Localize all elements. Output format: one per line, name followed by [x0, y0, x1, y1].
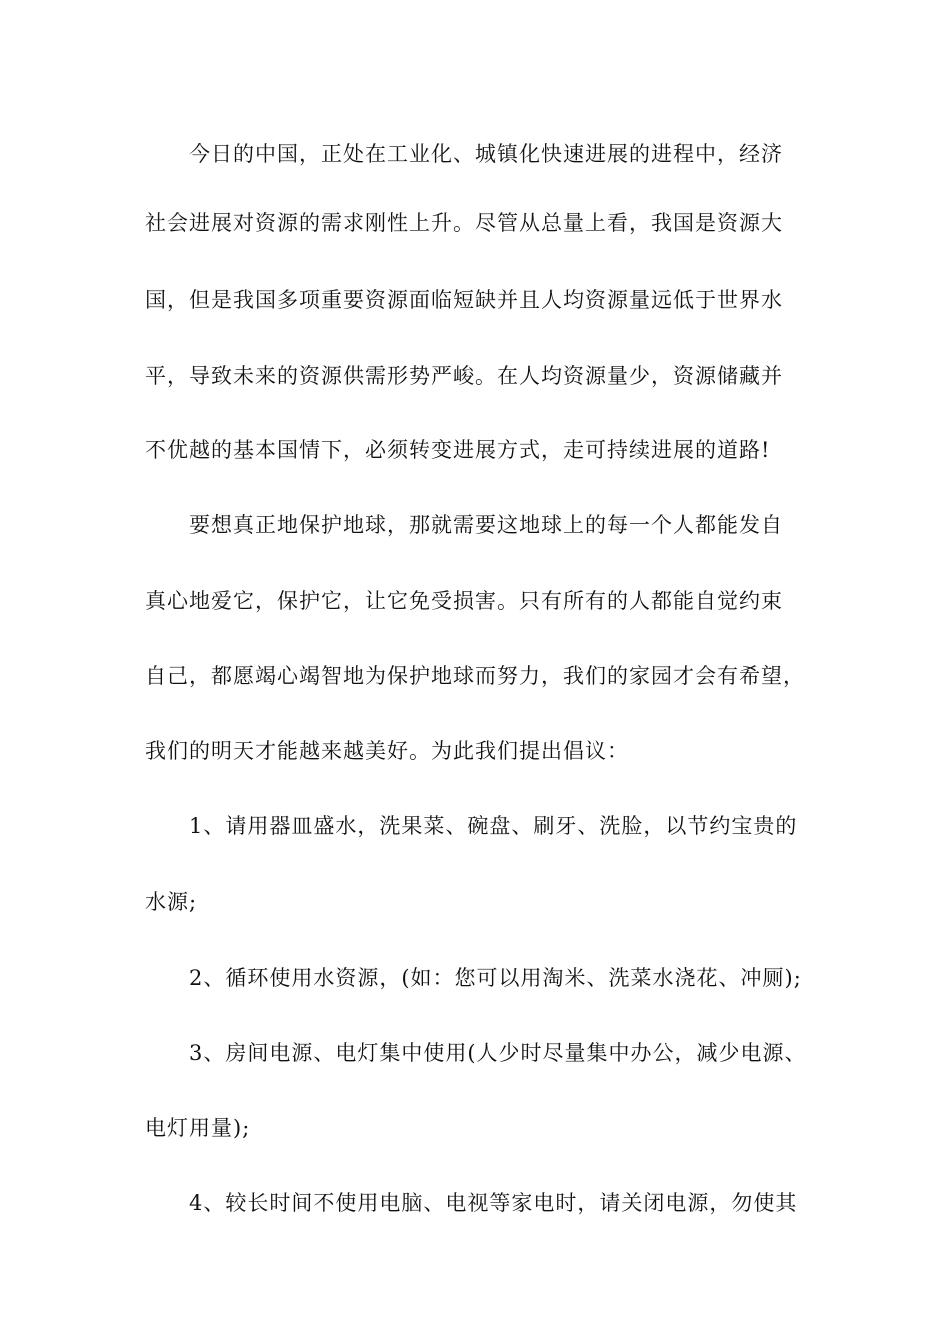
paragraph-1-line-5: 不优越的基本国情下，必须转变进展方式，走可持续进展的道路!	[145, 438, 771, 462]
proposal-3-line-2: 电灯用量);	[145, 1116, 251, 1140]
paragraph-1-line-4: 平，导致未来的资源供需形势严峻。在人均资源量少，资源储藏并	[145, 364, 783, 388]
proposal-1-line-1: 1、请用器皿盛水，洗果菜、碗盘、刷牙、洗脸，以节约宝贵的	[189, 814, 798, 838]
proposal-3-line-1: 3、房间电源、电灯集中使用(人少时尽量集中办公，减少电源、	[189, 1041, 807, 1065]
proposal-2-line-1: 2、循环使用水资源，(如：您可以用淘米、洗菜水浇花、冲厕);	[189, 966, 802, 990]
paragraph-2-line-3: 自己，都愿竭心竭智地为保护地球而努力，我们的家园才会有希望，	[145, 664, 805, 688]
proposal-4-line-1: 4、较长时间不使用电脑、电视等家电时，请关闭电源，勿使其	[189, 1191, 798, 1215]
paragraph-2-line-1: 要想真正地保护地球，那就需要这地球上的每一个人都能发自	[189, 513, 783, 537]
paragraph-1-line-2: 社会进展对资源的需求刚性上升。尽管从总量上看，我国是资源大	[145, 211, 783, 235]
paragraph-2-line-2: 真心地爱它，保护它，让它免受损害。只有所有的人都能自觉约束	[145, 589, 783, 613]
paragraph-1-line-3: 国，但是我国多项重要资源面临短缺并且人均资源量远低于世界水	[145, 288, 783, 312]
paragraph-2-line-4: 我们的明天才能越来越美好。为此我们提出倡议：	[145, 739, 629, 763]
proposal-1-line-2: 水源;	[145, 890, 198, 914]
paragraph-1-line-1: 今日的中国，正处在工业化、城镇化快速进展的进程中，经济	[189, 142, 783, 166]
